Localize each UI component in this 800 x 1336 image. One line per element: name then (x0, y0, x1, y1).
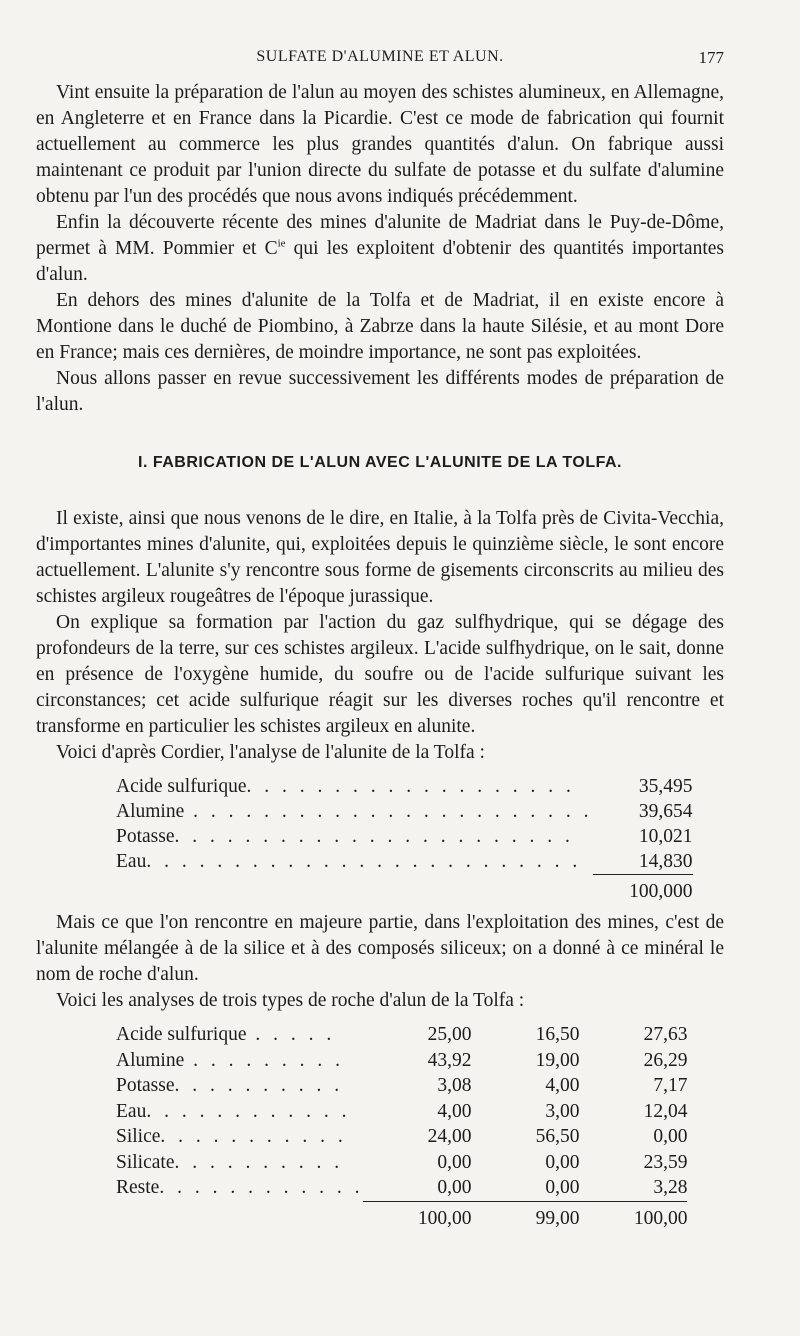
cell-value: 0,00 (471, 1175, 579, 1201)
table-row (116, 849, 693, 875)
row-value: 10,021 (638, 826, 693, 847)
cell-value: 3,28 (579, 1175, 687, 1201)
running-title: SULFATE D'ALUMINE ET ALUN. (256, 48, 504, 65)
row-label: Acide sulfurique (116, 1024, 247, 1045)
total-value: 99,00 (471, 1201, 579, 1231)
leader-dots: . . . . . . . . . . (174, 1075, 344, 1096)
paragraph: Il existe, ainsi que nous venons de le dire, en Italie, à la Tolfa près de Civita-Vecchia, d'importantes mines d'alunite, qui, exploitées depuis le quinzième siècle, le sont encore actuellement. L'alunite s'y rencontre sous forme de gisements circonscrits au milieu des schistes argileux rougeâtres de l'époque jurassique. (36, 508, 724, 607)
leader-dots: . . . . . (246, 1024, 336, 1045)
cell-value: 3,08 (437, 1075, 472, 1096)
body-text (36, 80, 724, 1231)
paragraph (36, 210, 724, 288)
cell-value: 19,00 (535, 1049, 580, 1071)
cell-value: 4,00 (545, 1075, 580, 1096)
cell-value: 0,00 (363, 1175, 471, 1201)
table-row (116, 824, 693, 849)
cell-value: 12,04 (643, 1100, 688, 1122)
row-label: Alumine (116, 801, 185, 822)
table-row (116, 1022, 687, 1048)
table-row (116, 774, 693, 799)
superscript: ie (277, 237, 286, 250)
leader-dots: . . . . . . . . . . . . . . . . . . . . . . . (174, 826, 574, 847)
cell-value: 23,59 (643, 1151, 688, 1173)
row-label: Eau (116, 851, 147, 873)
leader-dots: . . . . . . . . . . (174, 1151, 344, 1173)
table-row (116, 799, 693, 824)
total-value: 100,00 (579, 1201, 687, 1231)
paragraph: Vint ensuite la préparation de l'alun au moyen des schistes alumineux, en Allemagne, en Angleterre et en France dans la Picardie. C'est ce mode de fabrication qui fournit actuellement au commerce les plus grandes quantités d'alun. On fabrique aussi maintenant ce produit par l'union directe du sulfate de potasse et du sulfate d'alumine obtenu par l'un des procédés que nous avons indiqués précédemment. (36, 82, 724, 207)
paragraph-part: Enfin la découverte récente des mines d'alunite de Madriat dans le Puy-de-Dôme, permet à MM. Pommier et C (36, 212, 724, 259)
row-label: Potasse (116, 1075, 175, 1096)
row-label: Alumine (116, 1049, 185, 1071)
cell-value: 26,29 (643, 1049, 688, 1071)
rock-analysis-table (116, 1022, 687, 1231)
cell-value: 0,00 (545, 1151, 580, 1173)
paragraph: Nous allons passer en revue successivement les différents modes de préparation de l'alun. (36, 368, 724, 415)
leader-dots: . . . . . . . . . . . . (159, 1177, 364, 1199)
cell-value: 7,17 (653, 1075, 688, 1096)
alunite-analysis-table (116, 774, 693, 904)
cell-value: 25,00 (427, 1024, 472, 1045)
table-row (116, 1175, 687, 1201)
leader-dots: . . . . . . . . . . . . . . . . . . . . . . . . . (146, 851, 582, 873)
cell-value: 3,00 (545, 1100, 580, 1122)
paragraph: Voici d'après Cordier, l'analyse de l'alunite de la Tolfa : (56, 742, 485, 763)
row-label: Reste (116, 1177, 160, 1199)
table-row (116, 1150, 687, 1176)
paragraph: On explique sa formation par l'action du gaz sulfhydrique, qui se dégage des profondeurs de la terre, sur ces schistes argileux. L'acide sulfhydrique, on le sait, donne en présence de l'oxygène humide, du soufre ou de l'acide sulfurique suivant les circonstances; cet acide sulfurique réagit sur les diverses roches qu'il rencontre et transforme en particulier les schistes argileux en alunite. (36, 612, 724, 737)
paragraph: Voici les analyses de trois types de roche d'alun de la Tolfa : (56, 990, 525, 1011)
total-value: 100,000 (593, 875, 693, 905)
row-label: Acide sulfurique (116, 776, 247, 797)
section-title: I. FABRICATION DE L'ALUN AVEC L'ALUNITE DE LA TOLFA. (138, 454, 622, 471)
cell-value: 16,50 (535, 1024, 580, 1045)
paragraph: Mais ce que l'on rencontre en majeure partie, dans l'exploitation des mines, c'est de l'alunite mélangée à de la silice et à des composés siliceux; on a donné à ce minéral le nom de roche d'alun. (36, 912, 724, 985)
paragraph: En dehors des mines d'alunite de la Tolfa et de Madriat, il en existe encore à Montione dans le duché de Piombino, à Zabrze dans la haute Silésie, et au mont Dore en France; mais ces dernières, de moindre importance, ne sont pas exploitées. (36, 290, 724, 363)
cell-value: 27,63 (643, 1024, 688, 1045)
cell-value: 0,00 (437, 1151, 472, 1173)
leader-dots: . . . . . . . . . . . . . . . . . . . (246, 776, 575, 797)
cell-value: 0,00 (653, 1126, 688, 1147)
cell-value: 56,50 (535, 1126, 580, 1147)
table-row (116, 1073, 687, 1099)
leader-dots: . . . . . . . . . . . . (146, 1100, 351, 1122)
row-label: Eau (116, 1100, 147, 1122)
table-row (116, 1099, 687, 1125)
total-row (116, 875, 693, 905)
row-label: Silice (116, 1126, 161, 1147)
table-row (116, 1124, 687, 1150)
cell-value: 24,00 (427, 1126, 472, 1147)
leader-dots: . . . . . . . . . (184, 1049, 344, 1071)
row-value: 14,830 (638, 851, 693, 872)
cell-value: 43,92 (427, 1049, 472, 1071)
row-label: Silicate (116, 1151, 175, 1173)
cell-value: 4,00 (437, 1100, 472, 1122)
total-row (116, 1201, 687, 1231)
row-value: 39,654 (638, 801, 693, 822)
page-number: 177 (698, 48, 724, 67)
row-value: 35,495 (638, 776, 693, 797)
table-row (116, 1048, 687, 1074)
total-value: 100,00 (363, 1201, 471, 1231)
paragraph-part: qui les exploitent d'obtenir des quantités importantes d'alun. (36, 238, 724, 285)
page-header (36, 46, 724, 72)
leader-dots: . . . . . . . . . . . . . . . . . . . . . . . (184, 801, 593, 822)
row-label: Potasse (116, 826, 175, 847)
leader-dots: . . . . . . . . . . . (160, 1126, 347, 1147)
